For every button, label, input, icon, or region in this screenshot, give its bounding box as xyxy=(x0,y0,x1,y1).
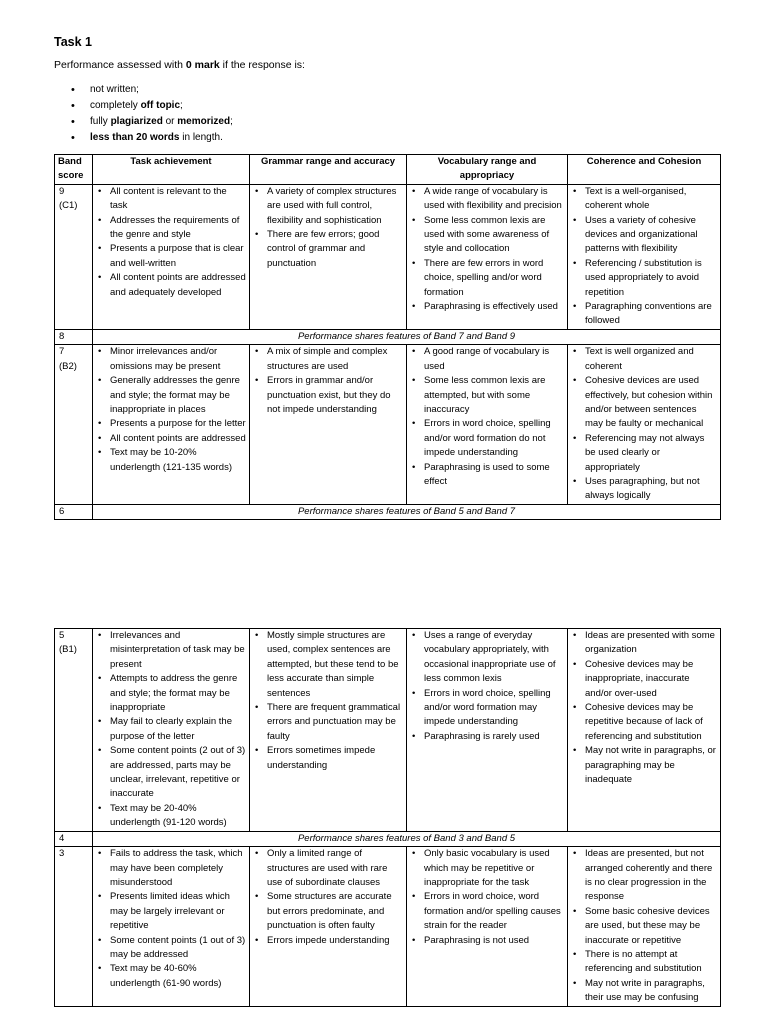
criterion-bullet: • Referencing may not always be used clearly or appropriately xyxy=(571,432,717,475)
coherence-cell xyxy=(568,629,721,832)
vocab-cell xyxy=(407,629,568,832)
criterion-bullet: • Cohesive devices are used effectively, but cohesion within and/or between sentences may be faulty or mechanical xyxy=(571,374,717,432)
criterion-bullet: • Text is well organized and coherent xyxy=(571,345,717,374)
criterion-bullet: • Paragraphing conventions are followed xyxy=(571,300,717,329)
grammar-cell xyxy=(250,847,407,1006)
task-cell xyxy=(93,847,250,1006)
band-row-9 xyxy=(55,184,721,329)
band-score-cell: 7 (B2) xyxy=(55,345,93,504)
criterion-bullet: • Errors in word choice, word formation and/or spelling causes strain for the reader xyxy=(410,890,564,933)
task-cell xyxy=(93,345,250,504)
rubric-table-lower xyxy=(54,628,721,1007)
criterion-bullet: • There is no attempt at referencing and substitution xyxy=(571,948,717,977)
criterion-bullet: • Some less common lexis are used with some awareness of style and collocation xyxy=(410,214,564,257)
header-coherence: Coherence and Cohesion xyxy=(568,155,721,185)
criterion-bullet: • Only basic vocabulary is used which may be repetitive or inappropriate for the task xyxy=(410,847,564,890)
criterion-bullet: • Some content points (1 out of 3) may be addressed xyxy=(96,934,246,963)
criterion-bullet: • Text may be 10-20% underlength (121-135 words) xyxy=(96,446,246,475)
criterion-bullet: • All content points are addressed xyxy=(96,432,246,446)
vocab-cell xyxy=(407,184,568,329)
criterion-bullet: • Attempts to address the genre and style; the format may be inappropriate xyxy=(96,672,246,715)
criterion-bullet: • Uses a range of everyday vocabulary appropriately, with occasional inappropriate use of less common lexis xyxy=(410,629,564,687)
criterion-bullet: • Some basic cohesive devices are used, but these may be inaccurate or repetitive xyxy=(571,905,717,948)
criterion-bullet: • Presents a purpose for the letter xyxy=(96,417,246,431)
criterion-bullet: • May not write in paragraphs, their use may be confusing xyxy=(571,977,717,1006)
criterion-bullet: • Errors in word choice, spelling and/or word formation may impede understanding xyxy=(410,687,564,730)
criterion-bullet: • Presents limited ideas which may be largely irrelevant or repetitive xyxy=(96,890,246,933)
criterion-bullet: • All content is relevant to the task xyxy=(96,185,246,214)
band-row-7 xyxy=(55,345,721,504)
criterion-bullet: • A variety of complex structures are used with full control, flexibility and sophistication xyxy=(253,185,403,228)
criterion-bullet: • All content points are addressed and adequately developed xyxy=(96,271,246,300)
criterion-bullet: • A wide range of vocabulary is used with flexibility and precision xyxy=(410,185,564,214)
header-band-score: Band score xyxy=(55,155,93,185)
band-score-cell: 4 xyxy=(55,831,93,846)
criterion-bullet: • Ideas are presented with some organization xyxy=(571,629,717,658)
band-score-cell: 3 xyxy=(55,847,93,1006)
criterion-bullet: • Addresses the requirements of the genre and style xyxy=(96,214,246,243)
task-title: Task 1 xyxy=(54,35,92,49)
criterion-bullet: • Text may be 20-40% underlength (91-120 words) xyxy=(96,802,246,831)
criterion-bullet: • Errors in grammar and/or punctuation exist, but they do not impede understanding xyxy=(253,374,403,417)
condition-item: • fully plagiarized or memorized; xyxy=(54,114,233,130)
criterion-bullet: • Mostly simple structures are used, complex sentences are attempted, but these tend to be less accurate than simple sentences xyxy=(253,629,403,701)
header-task-achievement: Task achievement xyxy=(93,155,250,185)
criterion-bullet: • Cohesive devices may be repetitive because of lack of referencing and substitution xyxy=(571,701,717,744)
criterion-bullet: • A good range of vocabulary is used xyxy=(410,345,564,374)
criterion-bullet: • Cohesive devices may be inappropriate, inaccurate and/or over-used xyxy=(571,658,717,701)
band-score-cell: 6 xyxy=(55,504,93,519)
band-score-cell: 5 (B1) xyxy=(55,629,93,832)
criterion-bullet: • Presents a purpose that is clear and well-written xyxy=(96,242,246,271)
task-cell xyxy=(93,629,250,832)
criterion-bullet: • Uses a variety of cohesive devices and organizational patterns with flexibility xyxy=(571,214,717,257)
band-score-cell: 9 (C1) xyxy=(55,184,93,329)
header-grammar: Grammar range and accuracy xyxy=(250,155,407,185)
criterion-bullet: • May fail to clearly explain the purpose of the letter xyxy=(96,715,246,744)
coherence-cell xyxy=(568,184,721,329)
coherence-cell xyxy=(568,345,721,504)
shared-features-note: Performance shares features of Band 5 and Band 7 xyxy=(93,504,721,519)
criterion-bullet: • Fails to address the task, which may have been completely misunderstood xyxy=(96,847,246,890)
band-row-6 xyxy=(55,504,721,519)
criterion-bullet: • Some less common lexis are attempted, but with some inaccuracy xyxy=(410,374,564,417)
criterion-bullet: • Some content points (2 out of 3) are addressed, parts may be unclear, irrelevant, repetitive or inaccurate xyxy=(96,744,246,802)
condition-item: • less than 20 words in length. xyxy=(54,130,233,146)
band-row-4 xyxy=(55,831,721,846)
band-score-cell: 8 xyxy=(55,329,93,344)
criterion-bullet: • Minor irrelevances and/or omissions may be present xyxy=(96,345,246,374)
criterion-bullet: • Referencing / substitution is used appropriately to avoid repetition xyxy=(571,257,717,300)
criterion-bullet: • Some structures are accurate but errors predominate, and punctuation is often faulty xyxy=(253,890,403,933)
grammar-cell xyxy=(250,184,407,329)
zero-mark-conditions xyxy=(54,82,233,146)
shared-features-note: Performance shares features of Band 3 and Band 5 xyxy=(93,831,721,846)
band-row-8 xyxy=(55,329,721,344)
header-vocabulary: Vocabulary range and appropriacy xyxy=(407,155,568,185)
grammar-cell xyxy=(250,345,407,504)
criterion-bullet: • Paraphrasing is effectively used xyxy=(410,300,564,314)
criterion-bullet: • Uses paragraphing, but not always logically xyxy=(571,475,717,504)
criterion-bullet: • Paraphrasing is rarely used xyxy=(410,730,564,744)
criterion-bullet: • Paraphrasing is not used xyxy=(410,934,564,948)
vocab-cell xyxy=(407,345,568,504)
criterion-bullet: • There are frequent grammatical errors and punctuation may be faulty xyxy=(253,701,403,744)
band-row-5 xyxy=(55,629,721,832)
condition-item: • not written; xyxy=(54,82,233,98)
band-row-3 xyxy=(55,847,721,1006)
criterion-bullet: • Paraphrasing is used to some effect xyxy=(410,461,564,490)
condition-item: • completely off topic; xyxy=(54,98,233,114)
intro-text: Performance assessed with 0 mark if the response is: xyxy=(54,59,305,71)
rubric-table-upper xyxy=(54,154,721,520)
criterion-bullet: • Text is a well-organised, coherent whole xyxy=(571,185,717,214)
criterion-bullet: • Errors in word choice, spelling and/or word formation do not impede understanding xyxy=(410,417,564,460)
criterion-bullet: • Irrelevances and misinterpretation of task may be present xyxy=(96,629,246,672)
criterion-bullet: • Only a limited range of structures are used with rare use of subordinate clauses xyxy=(253,847,403,890)
criterion-bullet: • A mix of simple and complex structures are used xyxy=(253,345,403,374)
shared-features-note: Performance shares features of Band 7 and Band 9 xyxy=(93,329,721,344)
criterion-bullet: • Errors impede understanding xyxy=(253,934,403,948)
task-cell xyxy=(93,184,250,329)
criterion-bullet: • There are few errors; good control of grammar and punctuation xyxy=(253,228,403,271)
criterion-bullet: • There are few errors in word choice, spelling and/or word formation xyxy=(410,257,564,300)
criterion-bullet: • Generally addresses the genre and style; the format may be inappropriate in places xyxy=(96,374,246,417)
criterion-bullet: • Ideas are presented, but not arranged coherently and there is no clear progression in the response xyxy=(571,847,717,905)
coherence-cell xyxy=(568,847,721,1006)
grammar-cell xyxy=(250,629,407,832)
criterion-bullet: • May not write in paragraphs, or paragraphing may be inadequate xyxy=(571,744,717,787)
criterion-bullet: • Text may be 40-60% underlength (61-90 words) xyxy=(96,962,246,991)
criterion-bullet: • Errors sometimes impede understanding xyxy=(253,744,403,773)
vocab-cell xyxy=(407,847,568,1006)
header-row xyxy=(55,155,721,185)
